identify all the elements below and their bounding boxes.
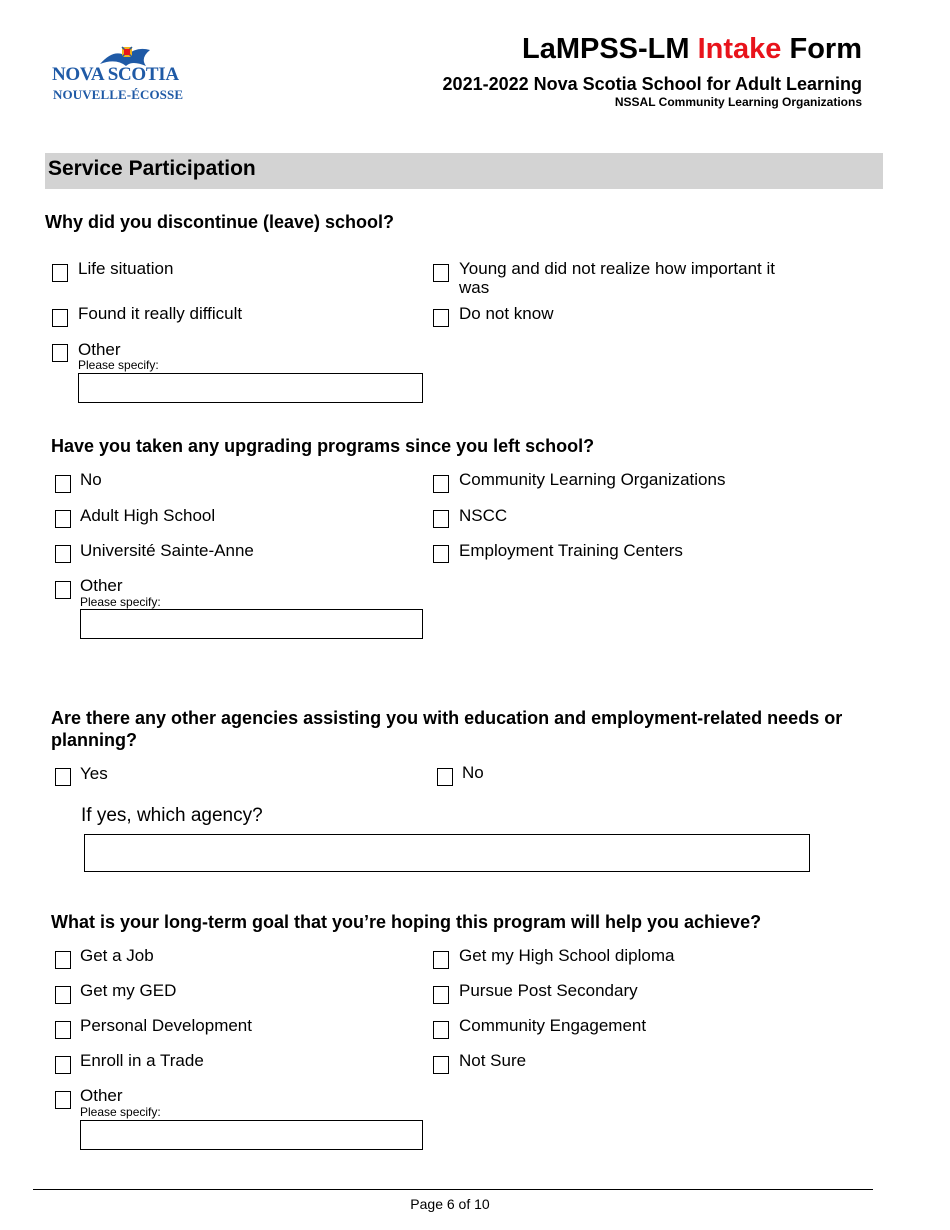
title-accent: Intake — [697, 33, 782, 65]
option-label: Adult High School — [80, 506, 216, 525]
specify-label: Please specify: — [78, 358, 159, 372]
specify-label: Please specify: — [80, 1105, 161, 1119]
footer-divider — [33, 1189, 873, 1190]
checkbox-do-not-know[interactable] — [433, 309, 449, 327]
section-header — [45, 153, 883, 189]
checkbox-young-did-not-realize[interactable] — [433, 264, 449, 282]
question-upgrading-programs: Have you taken any upgrading programs since you left school? — [51, 436, 595, 456]
checkbox-no[interactable] — [437, 768, 453, 786]
option-label: Other — [80, 1086, 123, 1105]
option-label: Other — [78, 340, 121, 359]
checkbox-community-engagement[interactable] — [433, 1021, 449, 1039]
checkbox-pursue-post-secondary[interactable] — [433, 986, 449, 1004]
title-part3: Form — [781, 33, 862, 65]
option-label: Not Sure — [459, 1051, 527, 1070]
option-label: Get a Job — [80, 946, 154, 965]
option-label: Other — [80, 576, 123, 595]
option-label: Found it really difficult — [78, 304, 243, 323]
checkbox-found-difficult[interactable] — [52, 309, 68, 327]
other-specify-input[interactable] — [80, 609, 423, 639]
checkbox-other[interactable] — [55, 1091, 71, 1109]
option-label: No — [80, 470, 102, 489]
option-label: Life situation — [78, 259, 174, 278]
section-title: Service Participation — [48, 157, 256, 180]
checkbox-adult-high-school[interactable] — [55, 510, 71, 528]
other-specify-input[interactable] — [78, 373, 423, 403]
option-label: Enroll in a Trade — [80, 1051, 204, 1070]
checkbox-not-sure[interactable] — [433, 1056, 449, 1074]
question-long-term-goal: What is your long-term goal that you’re hoping this program will help you achieve? — [51, 912, 762, 932]
option-label: No — [462, 763, 484, 782]
question-other-agencies: Are there any other agencies assisting you with education and employment-related needs or planning? — [51, 708, 843, 750]
option-label: NSCC — [459, 506, 508, 525]
checkbox-get-a-job[interactable] — [55, 951, 71, 969]
checkbox-employment-training-centers[interactable] — [433, 545, 449, 563]
option-label: Pursue Post Secondary — [459, 981, 638, 1000]
other-specify-input[interactable] — [80, 1120, 423, 1150]
checkbox-no[interactable] — [55, 475, 71, 493]
nova-scotia-logo — [52, 44, 192, 106]
question-discontinue-school: Why did you discontinue (leave) school? — [45, 212, 395, 232]
option-label: Community Engagement — [459, 1016, 647, 1035]
checkbox-other[interactable] — [55, 581, 71, 599]
title-part1: LaMPSS-LM — [521, 33, 698, 65]
checkbox-life-situation[interactable] — [52, 264, 68, 282]
checkbox-personal-development[interactable] — [55, 1021, 71, 1039]
option-label: Young and did not realize how important it was — [459, 259, 775, 297]
checkbox-universite-sainte-anne[interactable] — [55, 545, 71, 563]
form-subsubtitle: NSSAL Community Learning Organizations — [614, 95, 862, 109]
specify-label: Please specify: — [80, 595, 161, 609]
logo-line2: NOUVELLE-ÉCOSSE — [53, 87, 184, 102]
form-title — [522, 33, 862, 66]
option-label: Community Learning Organizations — [459, 470, 726, 489]
option-label: Get my GED — [80, 981, 177, 1000]
agency-input[interactable] — [84, 834, 810, 872]
form-subtitle: 2021-2022 Nova Scotia School for Adult Learning — [442, 74, 862, 94]
option-label: Do not know — [459, 304, 554, 323]
checkbox-enroll-in-trade[interactable] — [55, 1056, 71, 1074]
checkbox-get-my-ged[interactable] — [55, 986, 71, 1004]
option-label: Employment Training Centers — [459, 541, 683, 560]
page-number: Page 6 of 10 — [410, 1196, 490, 1212]
checkbox-other[interactable] — [52, 344, 68, 362]
option-label: Personal Development — [80, 1016, 252, 1035]
option-label: Yes — [80, 764, 108, 783]
agency-label: If yes, which agency? — [81, 805, 263, 826]
checkbox-yes[interactable] — [55, 768, 71, 786]
checkbox-nscc[interactable] — [433, 510, 449, 528]
checkbox-community-learning-organizations[interactable] — [433, 475, 449, 493]
option-label: Université Sainte-Anne — [80, 541, 254, 560]
logo-line1: NOVA SCOTIA — [52, 64, 179, 85]
option-label: Get my High School diploma — [459, 946, 675, 965]
checkbox-high-school-diploma[interactable] — [433, 951, 449, 969]
